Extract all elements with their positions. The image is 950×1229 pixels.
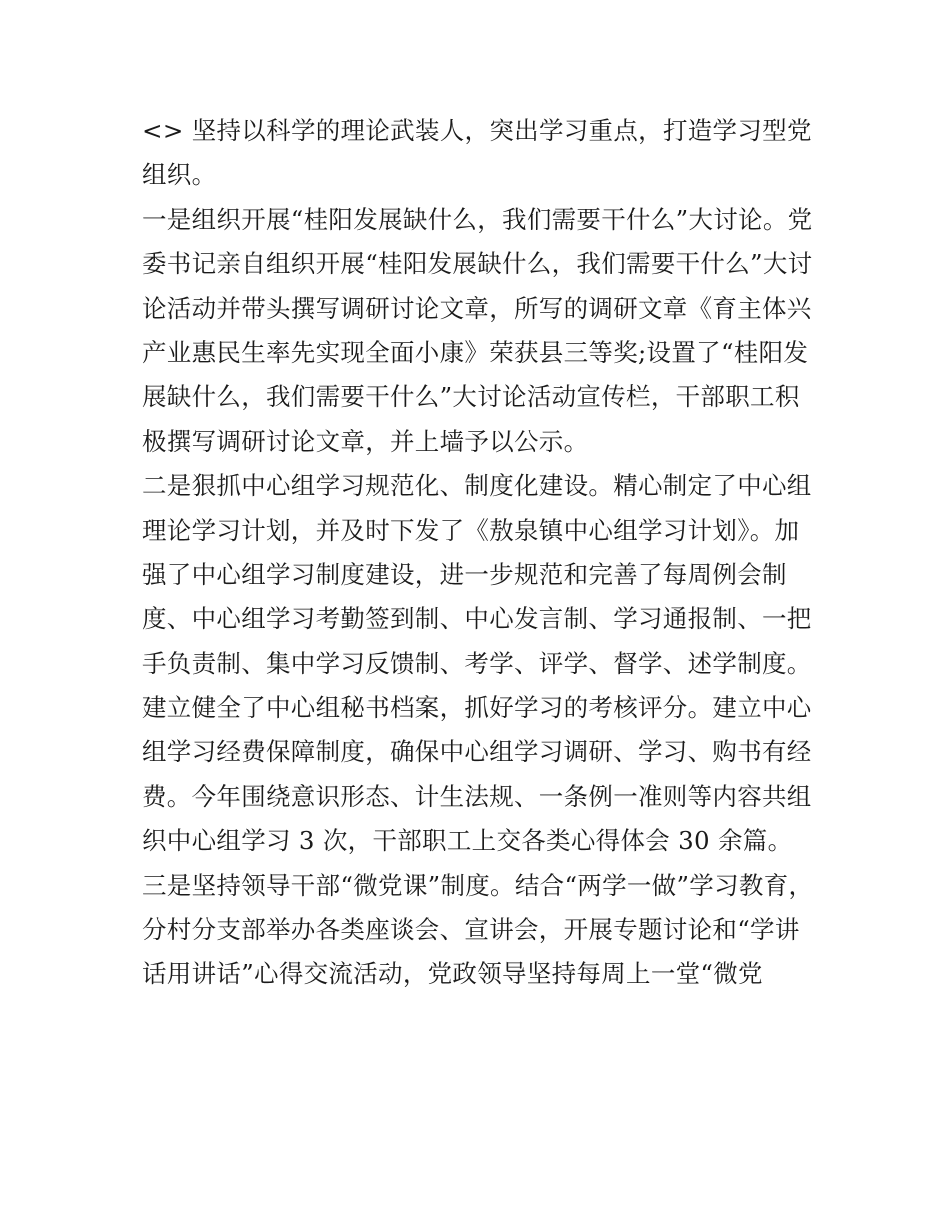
- text-line: 三是坚持领导干部“微党课”制度。结合“两学一做”学习教育，: [142, 870, 814, 900]
- text-line: 度、中心组学习考勤签到制、中心发言制、学习通报制、一把: [142, 604, 812, 634]
- text-line: 一是组织开展“桂阳发展缺什么，我们需要干什么”大讨论。党: [142, 204, 813, 234]
- text-line: 理论学习计划，并及时下发了《敖泉镇中心组学习计划》。加: [142, 515, 800, 545]
- text-line: 委书记亲自组织开展“桂阳发展缺什么，我们需要干什么”大讨: [142, 249, 813, 279]
- text-line: 论活动并带头撰写调研讨论文章，所写的调研文章《育主体兴: [142, 293, 812, 323]
- text-line: 二是狠抓中心组学习规范化、制度化建设。精心制定了中心组: [142, 471, 812, 501]
- text-line: 分村分支部举办各类座谈会、宣讲会，开展专题讨论和“学讲: [142, 915, 800, 945]
- document-body: [142, 109, 814, 997]
- text-line: 展缺什么，我们需要干什么”大讨论活动宣传栏，干部职工积: [142, 382, 800, 412]
- text-line: 强了中心组学习制度建设，进一步规范和完善了每周例会制: [142, 559, 787, 589]
- text-line: 织中心组学习 3 次，干部职工上交各类心得体会 30 余篇。: [142, 826, 793, 856]
- text-line: 建立健全了中心组秘书档案，抓好学习的考核评分。建立中心: [142, 693, 812, 723]
- text-line: 组学习经费保障制度，确保中心组学习调研、学习、购书有经: [142, 737, 812, 767]
- text-line: 费。今年围绕意识形态、计生法规、一条例一准则等内容共组: [142, 781, 812, 811]
- text-line: 手负责制、集中学习反馈制、考学、评学、督学、述学制度。: [142, 648, 812, 678]
- text-line: 组织。: [142, 160, 217, 190]
- text-line: 话用讲话”心得交流活动，党政领导坚持每周上一堂“微党: [142, 959, 763, 989]
- text-line: 产业惠民生率先实现全面小康》荣获县三等奖;设置了“桂阳发: [142, 337, 809, 367]
- text-line: 极撰写调研讨论文章，并上墙予以公示。: [142, 426, 589, 456]
- text-line: <> 坚持以科学的理论武装人，突出学习重点，打造学习型党: [142, 116, 812, 145]
